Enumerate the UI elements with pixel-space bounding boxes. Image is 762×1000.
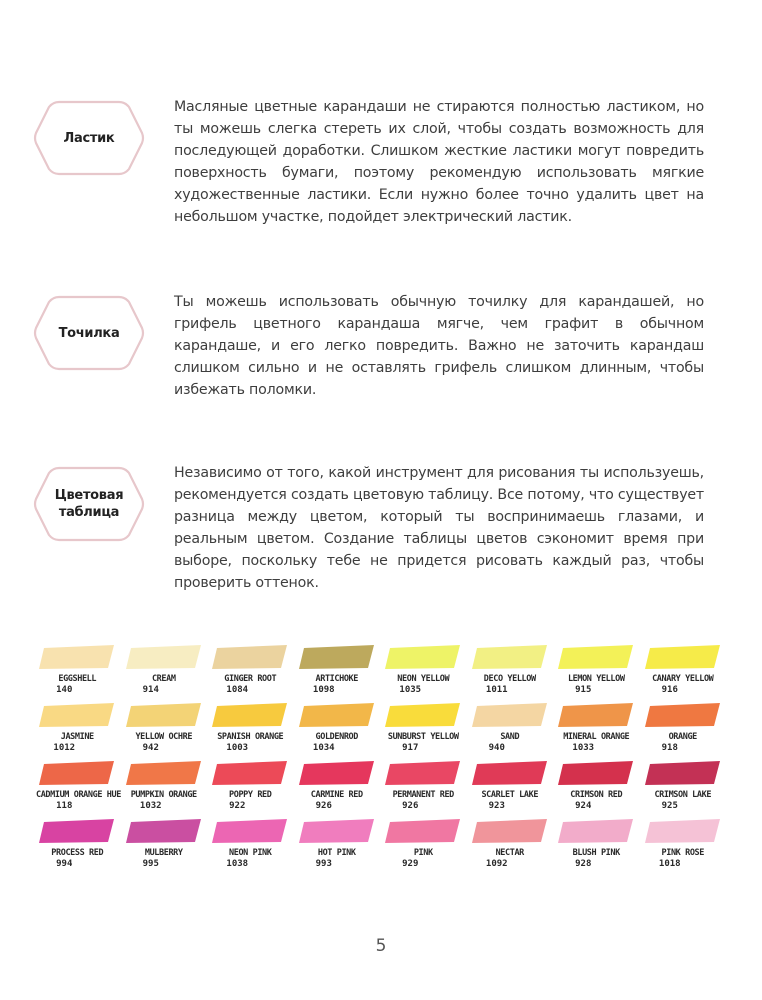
badge-label: Ластик	[63, 130, 115, 146]
swatch-fill	[299, 703, 374, 727]
swatch-code: 1003	[226, 743, 249, 753]
swatch-code: 924	[575, 801, 592, 811]
swatch-fill	[472, 703, 547, 727]
swatch-fill	[299, 819, 374, 843]
color-swatch	[642, 818, 729, 876]
swatch-name: SPANISH ORANGE	[217, 732, 284, 742]
swatch-stroke	[384, 644, 462, 670]
swatch-fill	[299, 761, 374, 785]
color-swatch	[555, 760, 642, 818]
swatch-name: CRIMSON RED	[570, 790, 623, 800]
color-swatch	[36, 644, 123, 702]
swatch-name: PUMPKIN ORANGE	[130, 790, 197, 800]
swatch-stroke	[644, 818, 722, 844]
swatch-code: 1038	[226, 859, 249, 869]
swatch-name: EGGSHELL	[58, 674, 97, 684]
swatch-name: CANARY YELLOW	[652, 674, 714, 684]
swatch-stroke	[38, 644, 116, 670]
swatch-name: BLUSH PINK	[572, 848, 620, 858]
color-swatch	[642, 644, 729, 702]
swatch-code: 993	[315, 859, 332, 869]
color-chart-paragraph: Независимо от того, какой инструмент для рисования ты используешь, рекомендуется создать цветовую таблицу. Все потому, что существует разница между цветом, который ты воспринимаешь глазами, и реальным цветом. Создание таблицы цветов сэкономит время при выборе, поскольку тебе не придется рисовать каждый раз, чтобы проверить оттенок.	[174, 465, 704, 591]
color-swatch	[209, 702, 296, 760]
swatch-name: CREAM	[151, 674, 176, 684]
swatch-code: 1092	[485, 859, 508, 869]
color-swatch	[642, 760, 729, 818]
swatch-name: MULBERRY	[144, 848, 183, 858]
swatch-code: 1035	[399, 685, 422, 695]
swatch-name: GINGER ROOT	[224, 674, 277, 684]
color-swatch	[469, 818, 556, 876]
swatch-fill	[558, 761, 633, 785]
swatch-fill	[385, 645, 460, 669]
swatch-code: 1032	[139, 801, 162, 811]
swatch-fill	[39, 703, 114, 727]
swatch-code: 1012	[53, 743, 76, 753]
swatch-name: SUNBURST YELLOW	[387, 732, 459, 742]
swatch-code: 923	[488, 801, 505, 811]
swatch-code: 918	[661, 743, 678, 753]
swatch-code: 1098	[312, 685, 335, 695]
swatch-stroke	[471, 818, 549, 844]
badge-label: Точилка	[58, 325, 120, 341]
swatch-code: 1034	[312, 743, 335, 753]
swatch-stroke	[471, 702, 549, 728]
swatch-stroke	[125, 818, 203, 844]
swatch-code: 140	[56, 685, 73, 695]
swatch-name: CRIMSON LAKE	[654, 790, 712, 800]
swatch-name: JASMINE	[60, 732, 94, 742]
swatch-fill	[126, 703, 201, 727]
swatch-code: 1084	[226, 685, 249, 695]
swatch-fill	[126, 761, 201, 785]
color-swatch	[469, 760, 556, 818]
sharpener-paragraph: Ты можешь использовать обычную точилку для карандашей, но грифель цветного карандаша мягче, чем графит в обычном карандаше, и его легко повредить. Важно не заточить карандаш слишком сильно и не оставлять грифель слишком длинным, чтобы избежать поломки.	[174, 294, 704, 398]
swatch-fill	[472, 645, 547, 669]
color-swatch	[382, 644, 469, 702]
swatch-code: 926	[402, 801, 419, 811]
color-swatch	[555, 702, 642, 760]
color-swatch	[382, 760, 469, 818]
swatch-fill	[385, 761, 460, 785]
swatch-fill	[212, 645, 287, 669]
swatch-stroke	[298, 702, 376, 728]
swatch-name: ORANGE	[668, 732, 697, 742]
eraser-paragraph: Масляные цветные карандаши не стираются полностью ластиком, но ты можешь слегка стереть их слой, чтобы создать возможность для последующей доработки. Слишком жесткие ластики могут повредить поверхность бумаги, поэтому рекомендую использовать мягкие художественные ластики. Если нужно более точно удалить цвет на небольшом участке, подойдет электрический ластик.	[174, 99, 704, 225]
swatch-code: 995	[142, 859, 159, 869]
swatch-fill	[645, 819, 720, 843]
swatch-name: YELLOW OCHRE	[135, 732, 193, 742]
badge-label: Цветовая таблица	[54, 488, 124, 520]
swatch-name: NEON PINK	[229, 848, 272, 858]
swatch-name: MINERAL ORANGE	[563, 732, 630, 742]
color-swatch	[469, 644, 556, 702]
color-swatch	[469, 702, 556, 760]
swatch-fill	[385, 819, 460, 843]
color-swatch	[382, 702, 469, 760]
color-swatch	[123, 702, 210, 760]
swatch-fill	[212, 819, 287, 843]
swatch-name: CARMINE RED	[310, 790, 363, 800]
color-swatch	[642, 702, 729, 760]
swatch-code: 1011	[485, 685, 508, 695]
swatch-fill	[558, 645, 633, 669]
swatch-stroke	[644, 702, 722, 728]
swatch-name: SCARLET LAKE	[481, 790, 539, 800]
swatch-code: 925	[661, 801, 678, 811]
swatch-fill	[126, 819, 201, 843]
swatch-code: 922	[229, 801, 246, 811]
swatch-code: 994	[56, 859, 73, 869]
color-swatch	[209, 760, 296, 818]
swatch-code: 915	[575, 685, 592, 695]
swatch-stroke	[384, 760, 462, 786]
swatch-code: 1018	[658, 859, 681, 869]
swatch-stroke	[298, 644, 376, 670]
swatch-fill	[645, 703, 720, 727]
swatch-fill	[472, 761, 547, 785]
color-swatch	[36, 702, 123, 760]
color-swatch-chart	[36, 644, 726, 874]
swatch-name: PINK ROSE	[661, 848, 704, 858]
swatch-code: 928	[575, 859, 592, 869]
color-swatch	[296, 760, 383, 818]
swatch-fill	[212, 761, 287, 785]
swatch-stroke	[211, 760, 289, 786]
swatch-name: ARTICHOKE	[315, 674, 358, 684]
color-swatch	[382, 818, 469, 876]
swatch-stroke	[471, 644, 549, 670]
badge-color-chart	[33, 466, 145, 542]
swatch-fill	[385, 703, 460, 727]
swatch-name: NECTAR	[495, 848, 524, 858]
swatch-fill	[645, 645, 720, 669]
swatch-fill	[299, 645, 374, 669]
page-number: 5	[375, 936, 387, 956]
swatch-stroke	[644, 644, 722, 670]
color-swatch	[36, 760, 123, 818]
swatch-stroke	[298, 760, 376, 786]
swatch-code: 940	[488, 743, 505, 753]
swatch-name: CADMIUM ORANGE HUE	[36, 790, 121, 800]
swatch-stroke	[384, 702, 462, 728]
swatch-fill	[472, 819, 547, 843]
color-swatch	[296, 644, 383, 702]
badge-eraser	[33, 100, 145, 176]
swatch-stroke	[557, 702, 635, 728]
color-swatch	[209, 818, 296, 876]
swatch-stroke	[38, 818, 116, 844]
swatch-code: 942	[142, 743, 159, 753]
swatch-fill	[39, 819, 114, 843]
swatch-stroke	[211, 644, 289, 670]
swatch-name: HOT PINK	[317, 848, 356, 858]
swatch-fill	[558, 703, 633, 727]
swatch-stroke	[38, 760, 116, 786]
swatch-name: NEON YELLOW	[397, 674, 450, 684]
swatch-stroke	[125, 644, 203, 670]
swatch-name: POPPY RED	[229, 790, 272, 800]
swatch-stroke	[471, 760, 549, 786]
color-swatch	[123, 818, 210, 876]
swatch-fill	[126, 645, 201, 669]
swatch-stroke	[125, 702, 203, 728]
swatch-code: 929	[402, 859, 419, 869]
swatch-code: 916	[661, 685, 678, 695]
badge-sharpener	[33, 295, 145, 371]
color-swatch	[296, 818, 383, 876]
swatch-code: 926	[315, 801, 332, 811]
swatch-stroke	[557, 760, 635, 786]
swatch-code: 914	[142, 685, 159, 695]
swatch-name: LEMON YELLOW	[567, 674, 625, 684]
swatch-stroke	[211, 702, 289, 728]
swatch-stroke	[298, 818, 376, 844]
color-swatch	[555, 818, 642, 876]
swatch-code: 118	[56, 801, 73, 811]
swatch-fill	[212, 703, 287, 727]
swatch-stroke	[38, 702, 116, 728]
color-swatch	[555, 644, 642, 702]
color-swatch	[123, 760, 210, 818]
color-swatch	[123, 644, 210, 702]
swatch-name: DECO YELLOW	[483, 674, 536, 684]
swatch-fill	[39, 761, 114, 785]
swatch-code: 1033	[572, 743, 595, 753]
swatch-stroke	[384, 818, 462, 844]
color-swatch	[209, 644, 296, 702]
swatch-fill	[39, 645, 114, 669]
swatch-name: PROCESS RED	[51, 848, 104, 858]
swatch-stroke	[644, 760, 722, 786]
swatch-name: SAND	[500, 732, 520, 742]
swatch-stroke	[557, 818, 635, 844]
swatch-stroke	[211, 818, 289, 844]
swatch-fill	[558, 819, 633, 843]
swatch-name: PERMANENT RED	[392, 790, 454, 800]
swatch-name: PINK	[413, 848, 433, 858]
swatch-stroke	[125, 760, 203, 786]
swatch-name: GOLDENROD	[315, 732, 358, 742]
swatch-stroke	[557, 644, 635, 670]
swatch-code: 917	[402, 743, 419, 753]
color-swatch	[296, 702, 383, 760]
color-swatch	[36, 818, 123, 876]
swatch-fill	[645, 761, 720, 785]
